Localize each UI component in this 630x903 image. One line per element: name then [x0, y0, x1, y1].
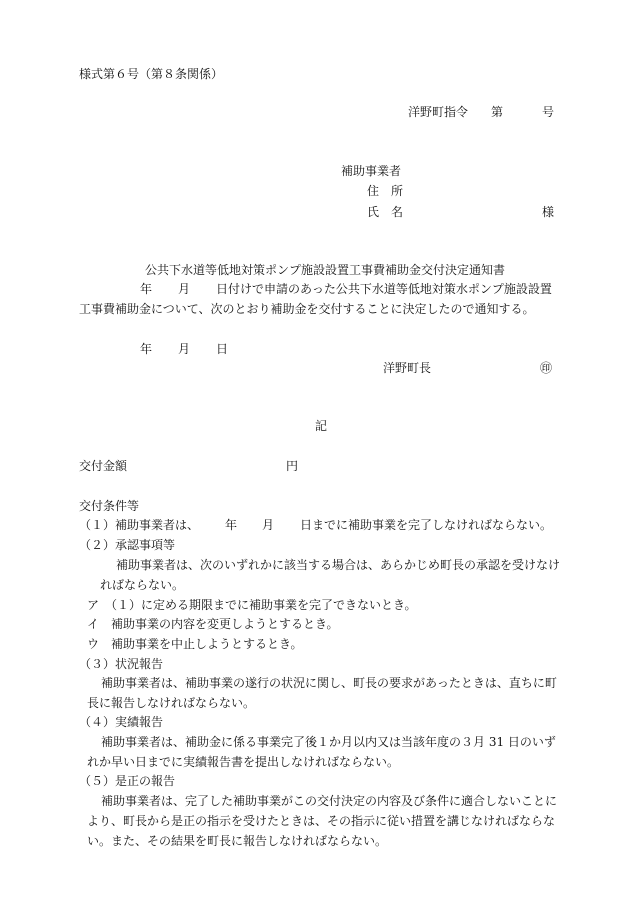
condition-2-item-u: ウ 補助事業を中止しようとするとき。 [87, 637, 303, 651]
intro-month: 月 [178, 282, 191, 296]
recipient-address-label: 住 所 [367, 184, 404, 198]
intro-line1-text: 日付けで申請のあった公共下水道等低地対策水ポンプ施設設置 [216, 282, 552, 296]
condition-1-month: 月 [262, 518, 275, 532]
document-title: 公共下水道等低地対策ポンプ施設設置工事費補助金交付決定通知書 [145, 263, 506, 277]
condition-2-item-a: ア （１）に定める期限までに補助事業を完了できないとき。 [87, 598, 417, 612]
condition-5-line1: 補助事業者は、完了した補助事業がこの交付決定の内容及び条件に適合しないことに [101, 794, 558, 808]
form-label: 様式第６号（第８条関係） [79, 67, 224, 81]
condition-5-line2: より、町長から是正の指示を受けたときは、その指示に従い措置を講じなければならな [87, 814, 556, 828]
condition-3-heading: （３）状況報告 [79, 657, 164, 671]
doc-issuer: 洋野町指令 [408, 105, 469, 119]
condition-5-heading: （５）是正の報告 [79, 774, 176, 788]
date-year: 年 [140, 342, 153, 356]
conditions-heading: 交付条件等 [79, 499, 140, 513]
condition-2-line1: 補助事業者は、次のいずれかに該当する場合は、あらかじめ町長の承認を受けなけ [116, 558, 561, 572]
intro-line2: 工事費補助金について、次のとおり補助金を交付することに決定したので通知する。 [79, 302, 535, 316]
condition-2-item-i: イ 補助事業の内容を変更しようとするとき。 [87, 617, 339, 631]
condition-4-line2: れか早い日までに実績報告書を提出しなければならない。 [87, 755, 400, 769]
doc-number-dai: 第 [491, 105, 504, 119]
date-month: 月 [178, 342, 191, 356]
signer-name: 洋野町長 [383, 361, 432, 375]
seal-mark: ㊞ [540, 361, 553, 375]
date-day: 日 [216, 342, 229, 356]
condition-4-line1: 補助事業者は、補助金に係る事業完了後１か月以内又は当該年度の３月 31 日のいず [101, 735, 556, 749]
condition-5-line3: い。また、その結果を町長に報告しなければならない。 [87, 834, 388, 848]
amount-label: 交付金額 [79, 459, 128, 473]
ki-heading: 記 [315, 419, 328, 433]
condition-2-heading: （２）承認事項等 [79, 538, 176, 552]
recipient-honorific: 様 [542, 205, 555, 219]
condition-2-line2: ればならない。 [100, 578, 185, 592]
doc-number-go: 号 [542, 105, 555, 119]
condition-1-text: 日までに補助事業を完了しなければならない。 [300, 518, 553, 532]
condition-1-prefix: （１）補助事業者は、 [79, 518, 200, 532]
condition-3-line1: 補助事業者は、補助事業の遂行の状況に関し、町長の要求があったときは、直ちに町 [101, 676, 557, 690]
condition-1-year: 年 [225, 518, 238, 532]
recipient-heading: 補助事業者 [341, 164, 402, 178]
intro-year: 年 [140, 282, 153, 296]
amount-unit: 円 [286, 459, 299, 473]
recipient-name-label: 氏 名 [367, 205, 404, 219]
condition-3-line2: 長に報告しなければならない。 [87, 696, 256, 710]
condition-4-heading: （４）実績報告 [79, 715, 164, 729]
